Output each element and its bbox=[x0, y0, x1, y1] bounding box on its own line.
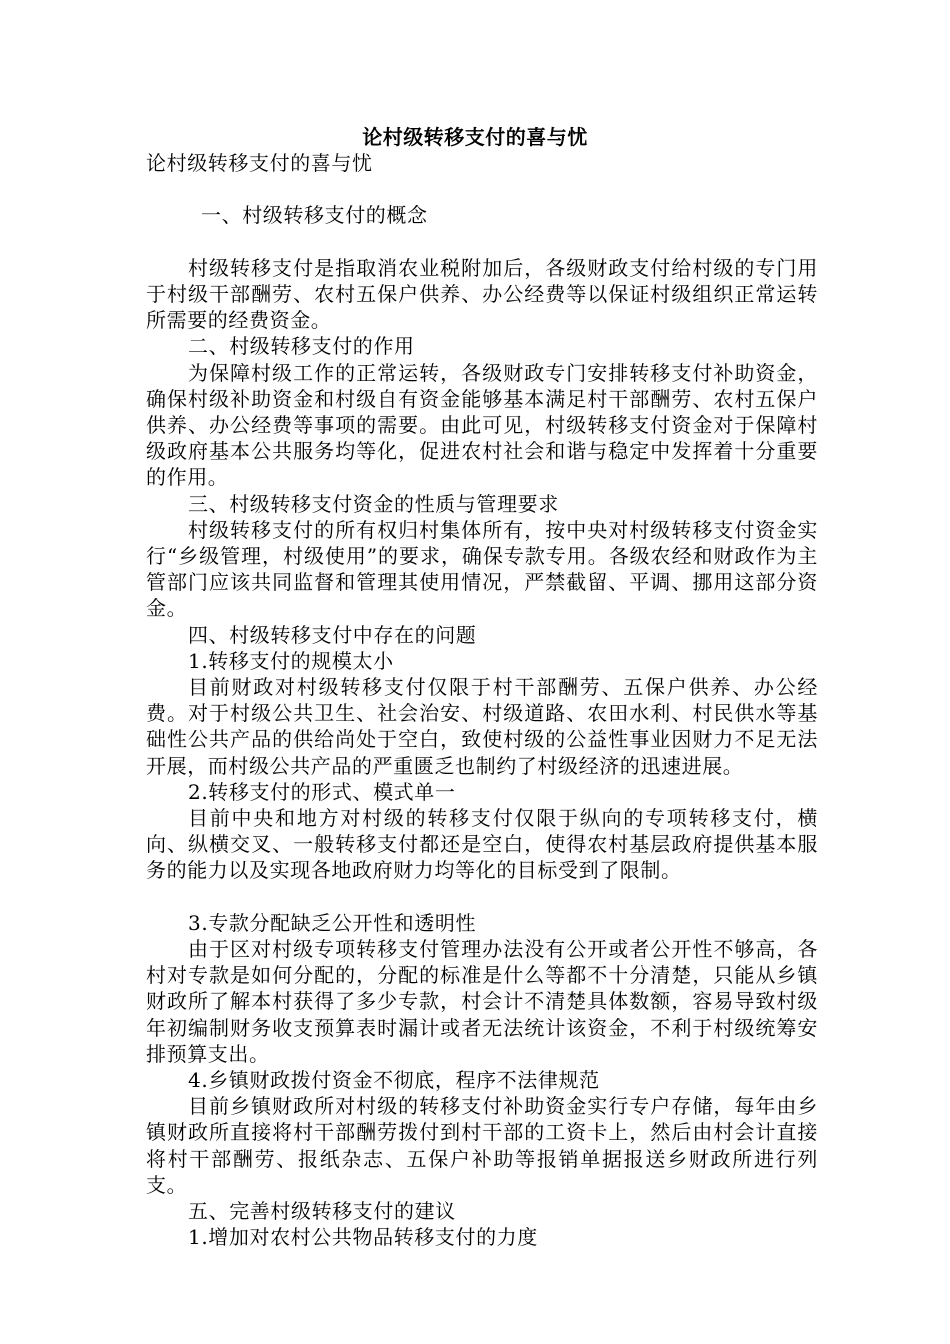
blank-line bbox=[146, 176, 818, 202]
body-paragraph: 由于区对村级专项转移支付管理办法没有公开或者公开性不够高，各村对专款是如何分配的，分配的标准是什么等都不十分清楚，只能从乡镇财政所了解本村获得了多少专款，村会计不清楚具体数额，容易导致村级年初编制财务收支预算表时漏计或者无法统计该资金，不利于村级统筹安排预算支出。 bbox=[146, 937, 818, 1066]
body-paragraph: 村级转移支付是指取消农业税附加后，各级财政支付给村级的专门用于村级干部酬劳、农村五保户供养、办公经费等以保证村级组织正常运转所需要的经费资金。 bbox=[146, 255, 818, 333]
section-heading: 五、完善村级转移支付的建议 bbox=[188, 1199, 456, 1224]
document-title: 论村级转移支付的喜与忧 bbox=[362, 125, 588, 149]
body-paragraph: 目前中央和地方对村级的转移支付仅限于纵向的专项转移支付，横向、纵横交叉、一般转移支付都还是空白，使得农村基层政府提供基本服务的能力以及实现各地政府财力均等化的目标受到了限制。 bbox=[146, 806, 818, 883]
body-paragraph: 目前乡镇财政所对村级的转移支付补助资金实行专户存储，每年由乡镇财政所直接将村干部酬劳拨付到村干部的工资卡上，然后由村会计直接将村干部酬劳、报纸杂志、五保户补助等报销单据报送乡财政所进行列支。 bbox=[146, 1094, 818, 1197]
subsection-heading: 2.转移支付的形式、模式单一 bbox=[188, 779, 456, 804]
document-subtitle: 论村级转移支付的喜与忧 bbox=[146, 151, 373, 175]
document-body bbox=[146, 150, 818, 1250]
section-heading: 一、村级转移支付的概念 bbox=[201, 203, 428, 228]
subsection-heading: 1.增加对农村公共物品转移支付的力度 bbox=[188, 1225, 538, 1250]
subsection-heading: 1.转移支付的规模太小 bbox=[188, 648, 394, 673]
subsection-heading: 3.专款分配缺乏公开性和透明性 bbox=[188, 910, 477, 935]
section-heading: 四、村级转移支付中存在的问题 bbox=[188, 622, 477, 647]
blank-line bbox=[146, 884, 818, 910]
subsection-heading: 4.乡镇财政拨付资金不彻底，程序不法律规范 bbox=[188, 1068, 600, 1093]
section-heading: 三、村级转移支付资金的性质与管理要求 bbox=[188, 491, 559, 516]
body-paragraph: 村级转移支付的所有权归村集体所有，按中央对村级转移支付资金实行“乡级管理，村级使用”的要求，确保专款专用。各级农经和财政作为主管部门应该共同监督和管理其使用情况，严禁截留、平调、挪用这部分资金。 bbox=[146, 517, 818, 621]
blank-line bbox=[146, 229, 818, 255]
section-heading: 二、村级转移支付的作用 bbox=[188, 334, 415, 359]
body-paragraph: 为保障村级工作的正常运转，各级财政专门安排转移支付补助资金，确保村级补助资金和村级自有资金能够基本满足村干部酬劳、农村五保户供养、办公经费等事项的需要。由此可见，村级转移支付资金对于保障村级政府基本公共服务均等化，促进农村社会和谐与稳定中发挥着十分重要的作用。 bbox=[146, 360, 818, 490]
body-paragraph: 目前财政对村级转移支付仅限于村干部酬劳、五保户供养、办公经费。对于村级公共卫生、社会治安、村级道路、农田水利、村民供水等基础性公共产品的供给尚处于空白，致使村级的公益性事业因财力不足无法开展，而村级公共产品的严重匮乏也制约了村级经济的迅速进展。 bbox=[146, 675, 818, 778]
